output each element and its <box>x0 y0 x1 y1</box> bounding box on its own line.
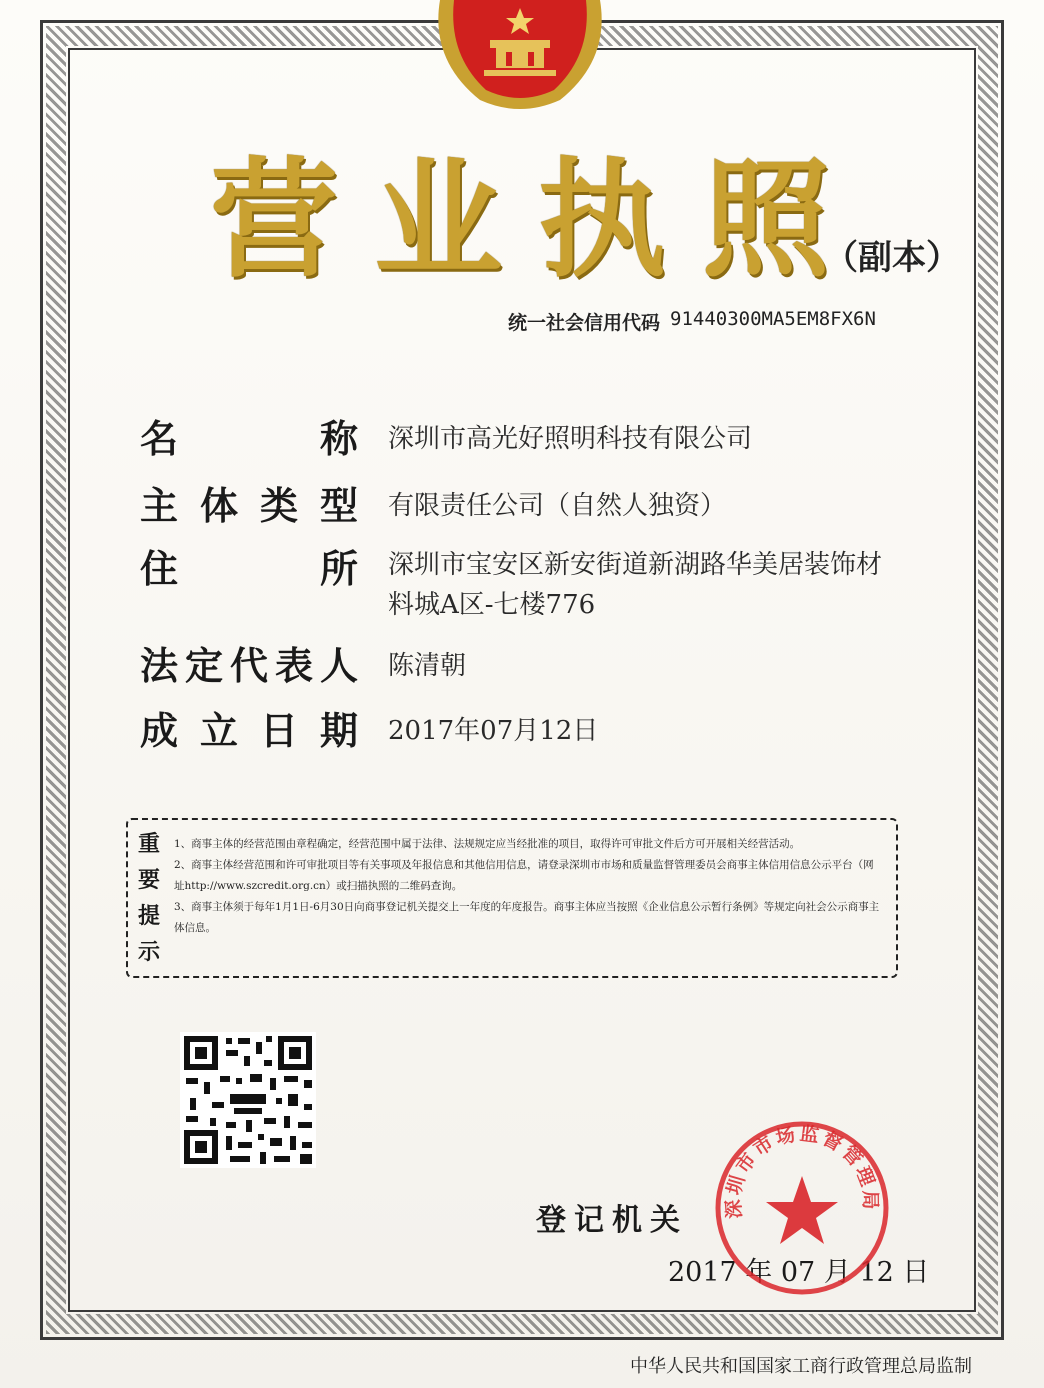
label-char: 名 <box>140 417 179 461</box>
credit-code-row <box>508 308 876 335</box>
label-char: 日 <box>259 709 298 753</box>
label-char: 称 <box>319 417 358 461</box>
national-emblem-icon <box>420 0 620 110</box>
notice-heading-char: 重 <box>137 831 160 857</box>
company-name-value: 深圳市高光好照明科技有限公司 <box>388 424 753 454</box>
notice-item-2: 2、商事主体经营范围和许可审批项目等有关事项及年报信息和其他信用信息，请登录深圳市市场和质量监督管理委员会商事主体信用信息公示平台（网址http://www.szcredit.org.cn）或扫描执照的二维码查询。 <box>174 859 874 892</box>
field-address <box>140 545 888 625</box>
label-char: 法 <box>140 644 179 688</box>
address-line-1: 深圳市宝安区新安街道新湖路华美居装饰材 <box>388 550 883 580</box>
important-notice-box <box>126 818 898 978</box>
notice-heading <box>128 820 170 976</box>
label-char: 主 <box>140 484 179 528</box>
field-legal-rep <box>140 642 466 690</box>
notice-item-1: 1、商事主体的经营范围由章程确定，经营范围中属于法律、法规规定应当经批准的项目，取得许可审批文件后方可开展相关经营活动。 <box>174 838 801 850</box>
field-type-label <box>140 482 358 530</box>
label-char: 立 <box>199 709 238 753</box>
notice-heading-char: 提 <box>137 903 160 929</box>
label-char: 成 <box>140 709 179 753</box>
field-address-label <box>140 545 358 625</box>
issue-date: 2017 年 07 月 12 日 <box>668 1257 930 1288</box>
field-established <box>140 707 598 755</box>
label-char: 型 <box>319 484 358 528</box>
title-char-3: 执 <box>537 145 666 295</box>
address-value <box>388 545 888 625</box>
address-line-2: 料城A区-七楼776 <box>388 590 596 620</box>
established-date-value: 2017年07月12日 <box>388 716 599 746</box>
notice-item-3: 3、商事主体须于每年1月1日-6月30日向商事登记机关提交上一年度的年度报告。商事主体应当按照《企业信息公示暂行条例》等规定向社会公示商事主体信息。 <box>174 901 880 934</box>
credit-code-label: 统一社会信用代码 <box>508 312 661 334</box>
field-type <box>140 482 726 530</box>
title-char-1: 营 <box>210 145 339 295</box>
notice-body <box>170 820 896 976</box>
license-title <box>210 145 830 295</box>
field-established-label <box>140 707 358 755</box>
entity-type-value: 有限责任公司（自然人独资） <box>388 491 727 521</box>
label-char: 人 <box>319 644 358 688</box>
legal-rep-value: 陈清朝 <box>388 651 467 681</box>
seal-text: 深圳市市场监督管理局 <box>722 1122 882 1220</box>
notice-heading-char: 要 <box>137 867 160 893</box>
credit-code-value: 91440300MA5EM8FX6N <box>670 308 876 330</box>
label-char: 体 <box>199 484 238 528</box>
label-char: 住 <box>140 547 179 591</box>
label-char: 表 <box>274 644 313 688</box>
label-char: 期 <box>319 709 358 753</box>
registration-authority-label: 登记机关 <box>536 1203 688 1238</box>
label-char: 类 <box>259 484 298 528</box>
copy-label: （副本） <box>824 238 960 278</box>
notice-heading-char: 示 <box>137 939 160 965</box>
field-name-label <box>140 415 358 463</box>
qr-code-icon <box>180 1032 316 1168</box>
supervision-footer: 中华人民共和国国家工商行政管理总局监制 <box>630 1356 972 1377</box>
title-char-4: 照 <box>701 145 830 295</box>
label-char: 定 <box>184 644 223 688</box>
official-seal-icon <box>712 1118 892 1298</box>
label-char: 所 <box>319 547 358 591</box>
title-char-2: 业 <box>373 145 502 295</box>
field-legal-rep-label <box>140 642 358 690</box>
label-char: 代 <box>229 644 268 688</box>
field-name <box>140 415 752 463</box>
